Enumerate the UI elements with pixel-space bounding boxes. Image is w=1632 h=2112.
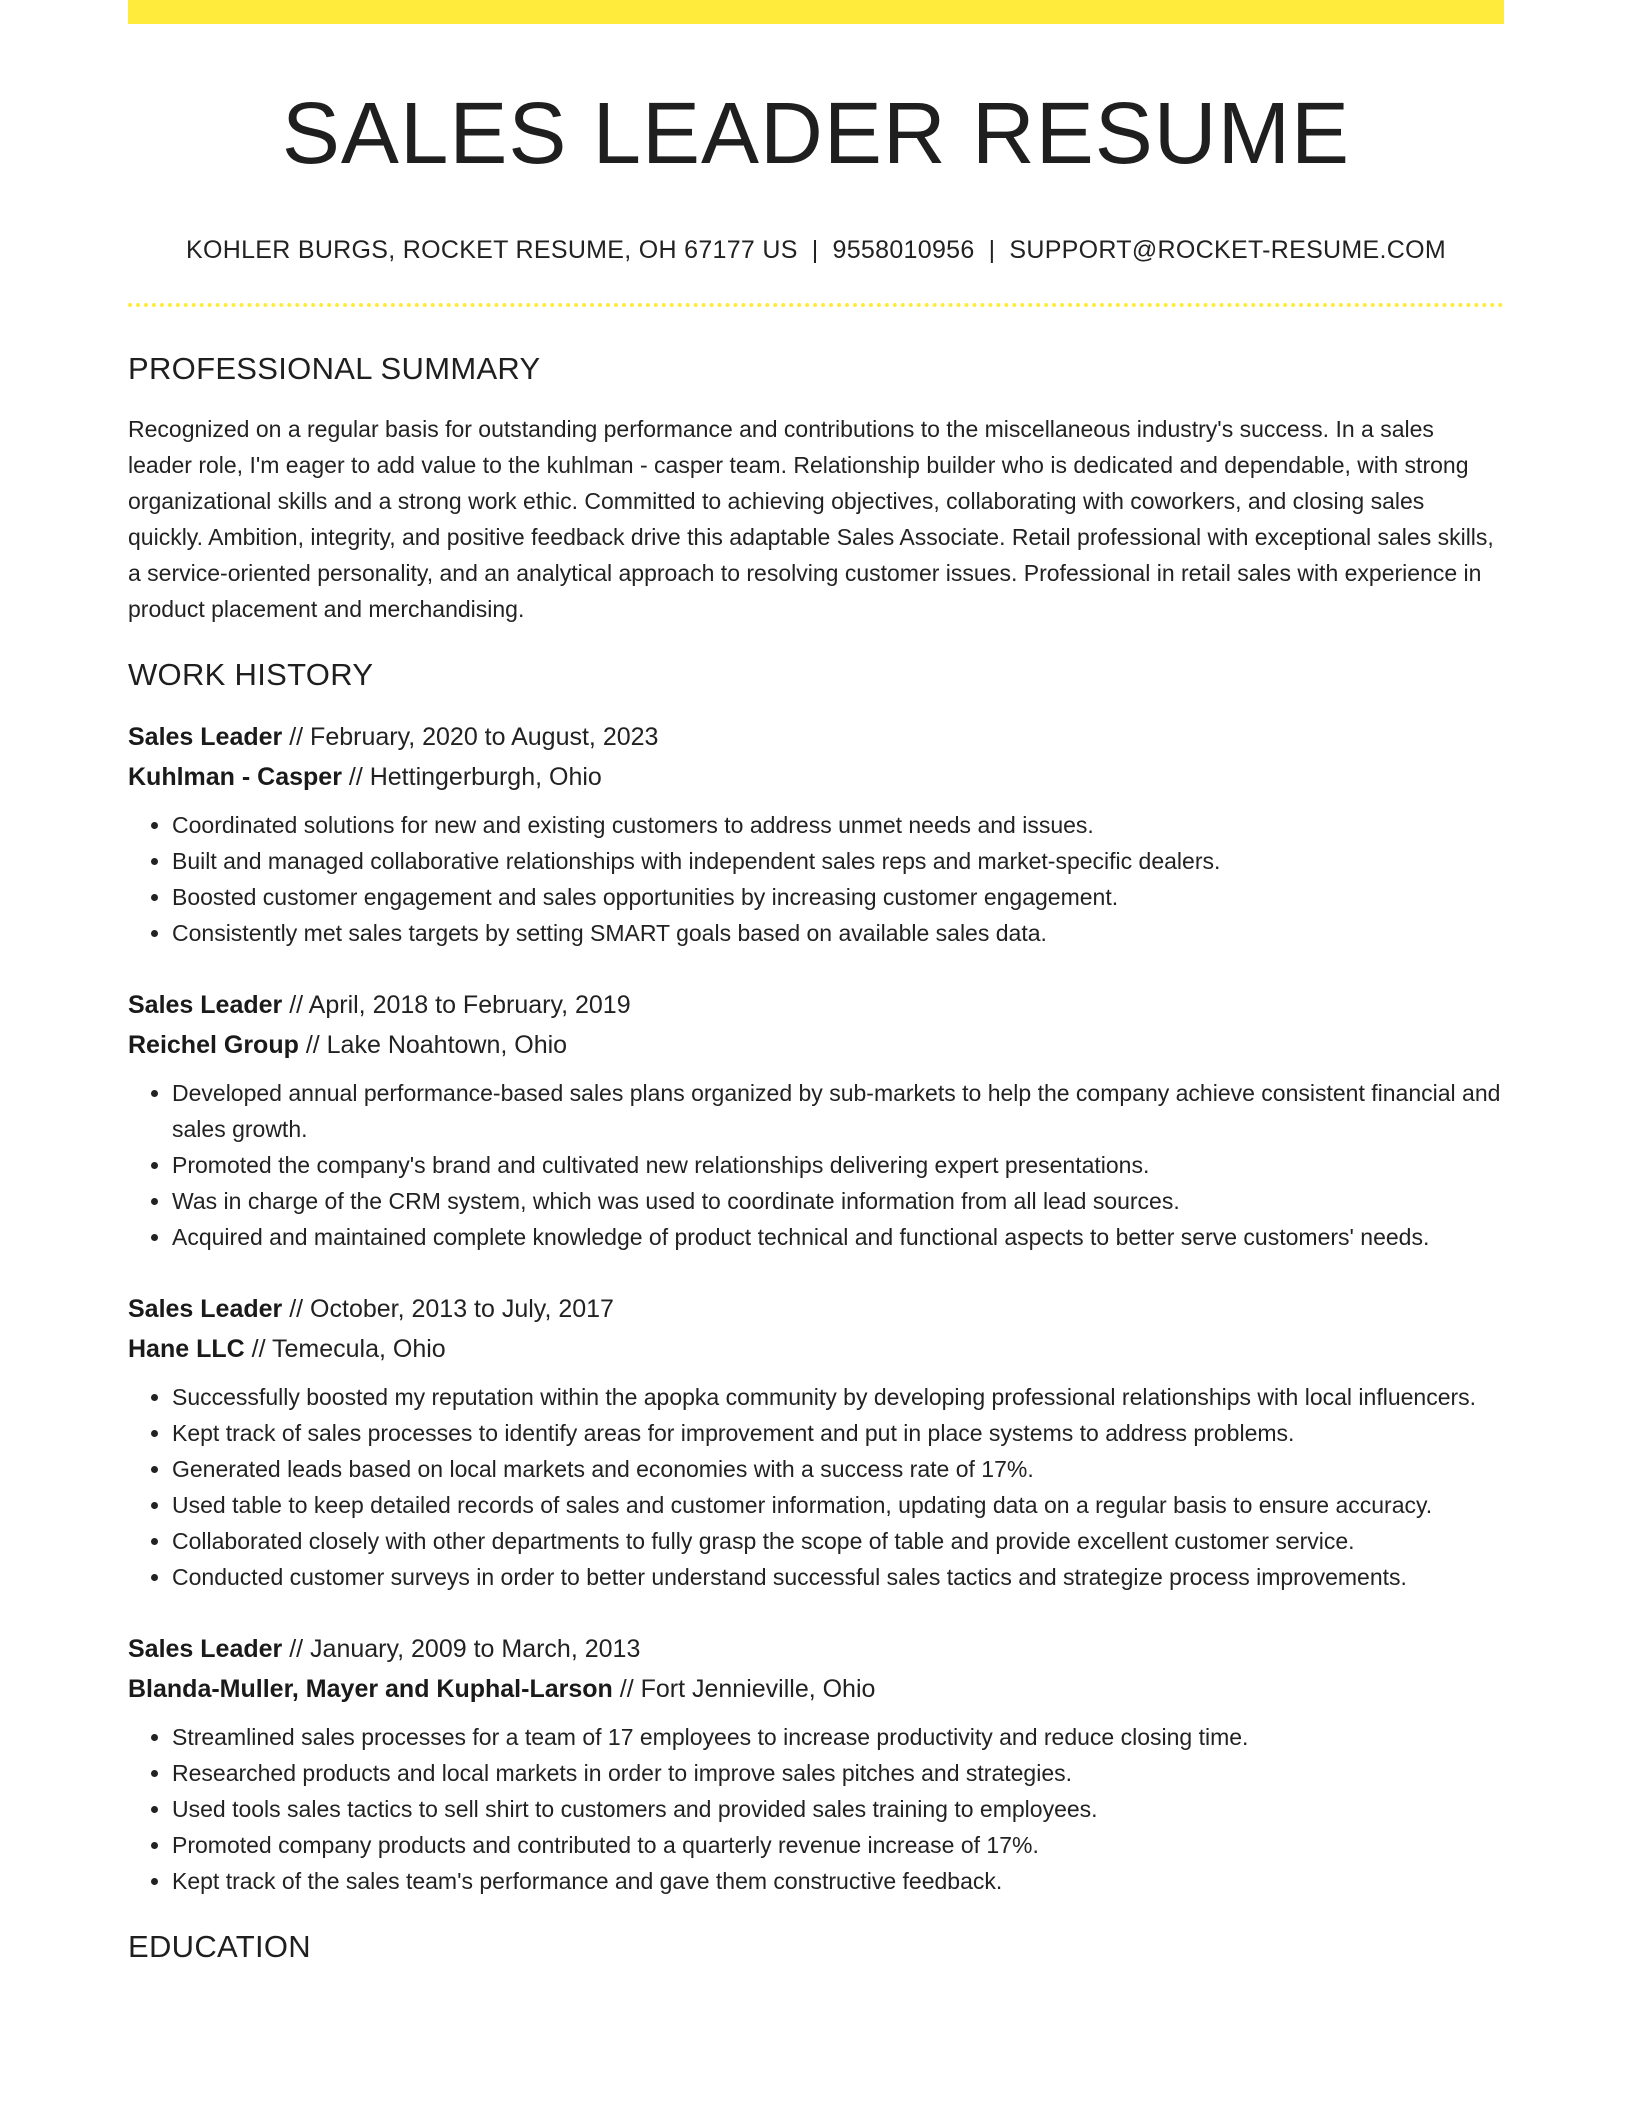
job-bullet: • Researched products and local markets in order to improve sales pitches and strategies. xyxy=(172,1755,1504,1791)
job-bullet: • Coordinated solutions for new and existing customers to address unmet needs and issues. xyxy=(172,807,1504,843)
job-bullet-list xyxy=(128,1379,1504,1595)
job-bullet: • Developed annual performance-based sales plans organized by sub-markets to help the company achieve consistent financial and sales growth. xyxy=(172,1075,1504,1147)
job-bullet: • Promoted company products and contributed to a quarterly revenue increase of 17%. xyxy=(172,1827,1504,1863)
contact-separator: | xyxy=(811,235,819,264)
job-location: // Temecula, Ohio xyxy=(244,1334,446,1363)
job-entry xyxy=(128,985,1504,1255)
education-heading: EDUCATION xyxy=(128,1928,311,1964)
job-location: // Hettingerburgh, Ohio xyxy=(341,762,602,791)
job-company: Kuhlman - Casper xyxy=(128,762,342,791)
job-entry xyxy=(128,1289,1504,1595)
work-history-heading: WORK HISTORY xyxy=(128,656,374,692)
job-bullet: • Conducted customer surveys in order to better understand successful sales tactics and strategize process improvements. xyxy=(172,1559,1504,1595)
job-role-line xyxy=(128,985,1504,1025)
job-bullet: • Used table to keep detailed records of sales and customer information, updating data on a regular basis to ensure accuracy. xyxy=(172,1487,1504,1523)
job-company: Reichel Group xyxy=(128,1030,299,1059)
job-role: Sales Leader xyxy=(128,1294,283,1323)
job-bullet-list xyxy=(128,1719,1504,1899)
job-bullet: • Streamlined sales processes for a team of 17 employees to increase productivity and reduce closing time. xyxy=(172,1719,1504,1755)
contact-phone: 9558010956 xyxy=(832,235,975,264)
job-bullet: • Collaborated closely with other departments to fully grasp the scope of table and provide excellent customer service. xyxy=(172,1523,1504,1559)
job-location: // Fort Jennieville, Ohio xyxy=(612,1674,876,1703)
job-role: Sales Leader xyxy=(128,722,283,751)
job-bullet-list xyxy=(128,1075,1504,1255)
job-bullet: • Promoted the company's brand and cultivated new relationships delivering expert presentations. xyxy=(172,1147,1504,1183)
job-bullet: • Generated leads based on local markets and economies with a success rate of 17%. xyxy=(172,1451,1504,1487)
job-entry xyxy=(128,717,1504,951)
job-bullet: • Used tools sales tactics to sell shirt to customers and provided sales training to employees. xyxy=(172,1791,1504,1827)
job-location: // Lake Noahtown, Ohio xyxy=(298,1030,568,1059)
job-dates: // April, 2018 to February, 2019 xyxy=(282,990,631,1019)
job-dates: // February, 2020 to August, 2023 xyxy=(282,722,659,751)
job-bullet: • Consistently met sales targets by setting SMART goals based on available sales data. xyxy=(172,915,1504,951)
job-company: Blanda-Muller, Mayer and Kuphal-Larson xyxy=(128,1674,613,1703)
job-company-line xyxy=(128,1669,1504,1709)
job-role: Sales Leader xyxy=(128,990,283,1019)
job-dates: // January, 2009 to March, 2013 xyxy=(282,1634,641,1663)
job-company-line xyxy=(128,757,1504,797)
job-bullet: • Acquired and maintained complete knowledge of product technical and functional aspects to better serve customers' needs. xyxy=(172,1219,1504,1255)
job-company-line xyxy=(128,1329,1504,1369)
job-company: Hane LLC xyxy=(128,1334,245,1363)
resume-title: SALES LEADER RESUME xyxy=(281,85,1351,182)
job-entry xyxy=(128,1629,1504,1899)
work-history-list xyxy=(128,717,1504,1899)
job-role-line xyxy=(128,1629,1504,1669)
job-company-line xyxy=(128,1025,1504,1065)
contact-line xyxy=(128,236,1504,265)
job-role-line xyxy=(128,717,1504,757)
contact-separator: | xyxy=(988,235,996,264)
job-bullet: • Was in charge of the CRM system, which was used to coordinate information from all lead sources. xyxy=(172,1183,1504,1219)
job-bullet: • Boosted customer engagement and sales opportunities by increasing customer engagement. xyxy=(172,879,1504,915)
job-role: Sales Leader xyxy=(128,1634,283,1663)
job-dates: // October, 2013 to July, 2017 xyxy=(282,1294,614,1323)
job-bullet-list xyxy=(128,807,1504,951)
job-bullet: • Built and managed collaborative relationships with independent sales reps and market-specific dealers. xyxy=(172,843,1504,879)
job-bullet: • Successfully boosted my reputation within the apopka community by developing professional relationships with local influencers. xyxy=(172,1379,1504,1415)
job-bullet: • Kept track of sales processes to identify areas for improvement and put in place systems to address problems. xyxy=(172,1415,1504,1451)
contact-email: SUPPORT@ROCKET-RESUME.COM xyxy=(1009,235,1446,264)
job-role-line xyxy=(128,1289,1504,1329)
dotted-divider xyxy=(128,303,1504,307)
summary-heading: PROFESSIONAL SUMMARY xyxy=(128,350,541,386)
contact-address: KOHLER BURGS, ROCKET RESUME, OH 67177 US xyxy=(186,235,798,264)
job-bullet: • Kept track of the sales team's performance and gave them constructive feedback. xyxy=(172,1863,1504,1899)
resume-page xyxy=(128,0,1504,1965)
accent-top-bar xyxy=(128,0,1504,24)
summary-text: Recognized on a regular basis for outstanding performance and contributions to the miscellaneous industry's success. In a sales leader role, I'm eager to add value to the kuhlman - casper team. Relationship builder who is dedicated and dependable, with strong organizational skills and a strong work ethic. Committed to achieving objectives, collaborating with coworkers, and closing sales quickly. Ambition, integrity, and positive feedback drive this adaptable Sales Associate. Retail professional with exceptional sales skills, a service-oriented personality, and an analytical approach to resolving customer issues. Professional in retail sales with experience in product placement and merchandising. xyxy=(128,415,1494,622)
